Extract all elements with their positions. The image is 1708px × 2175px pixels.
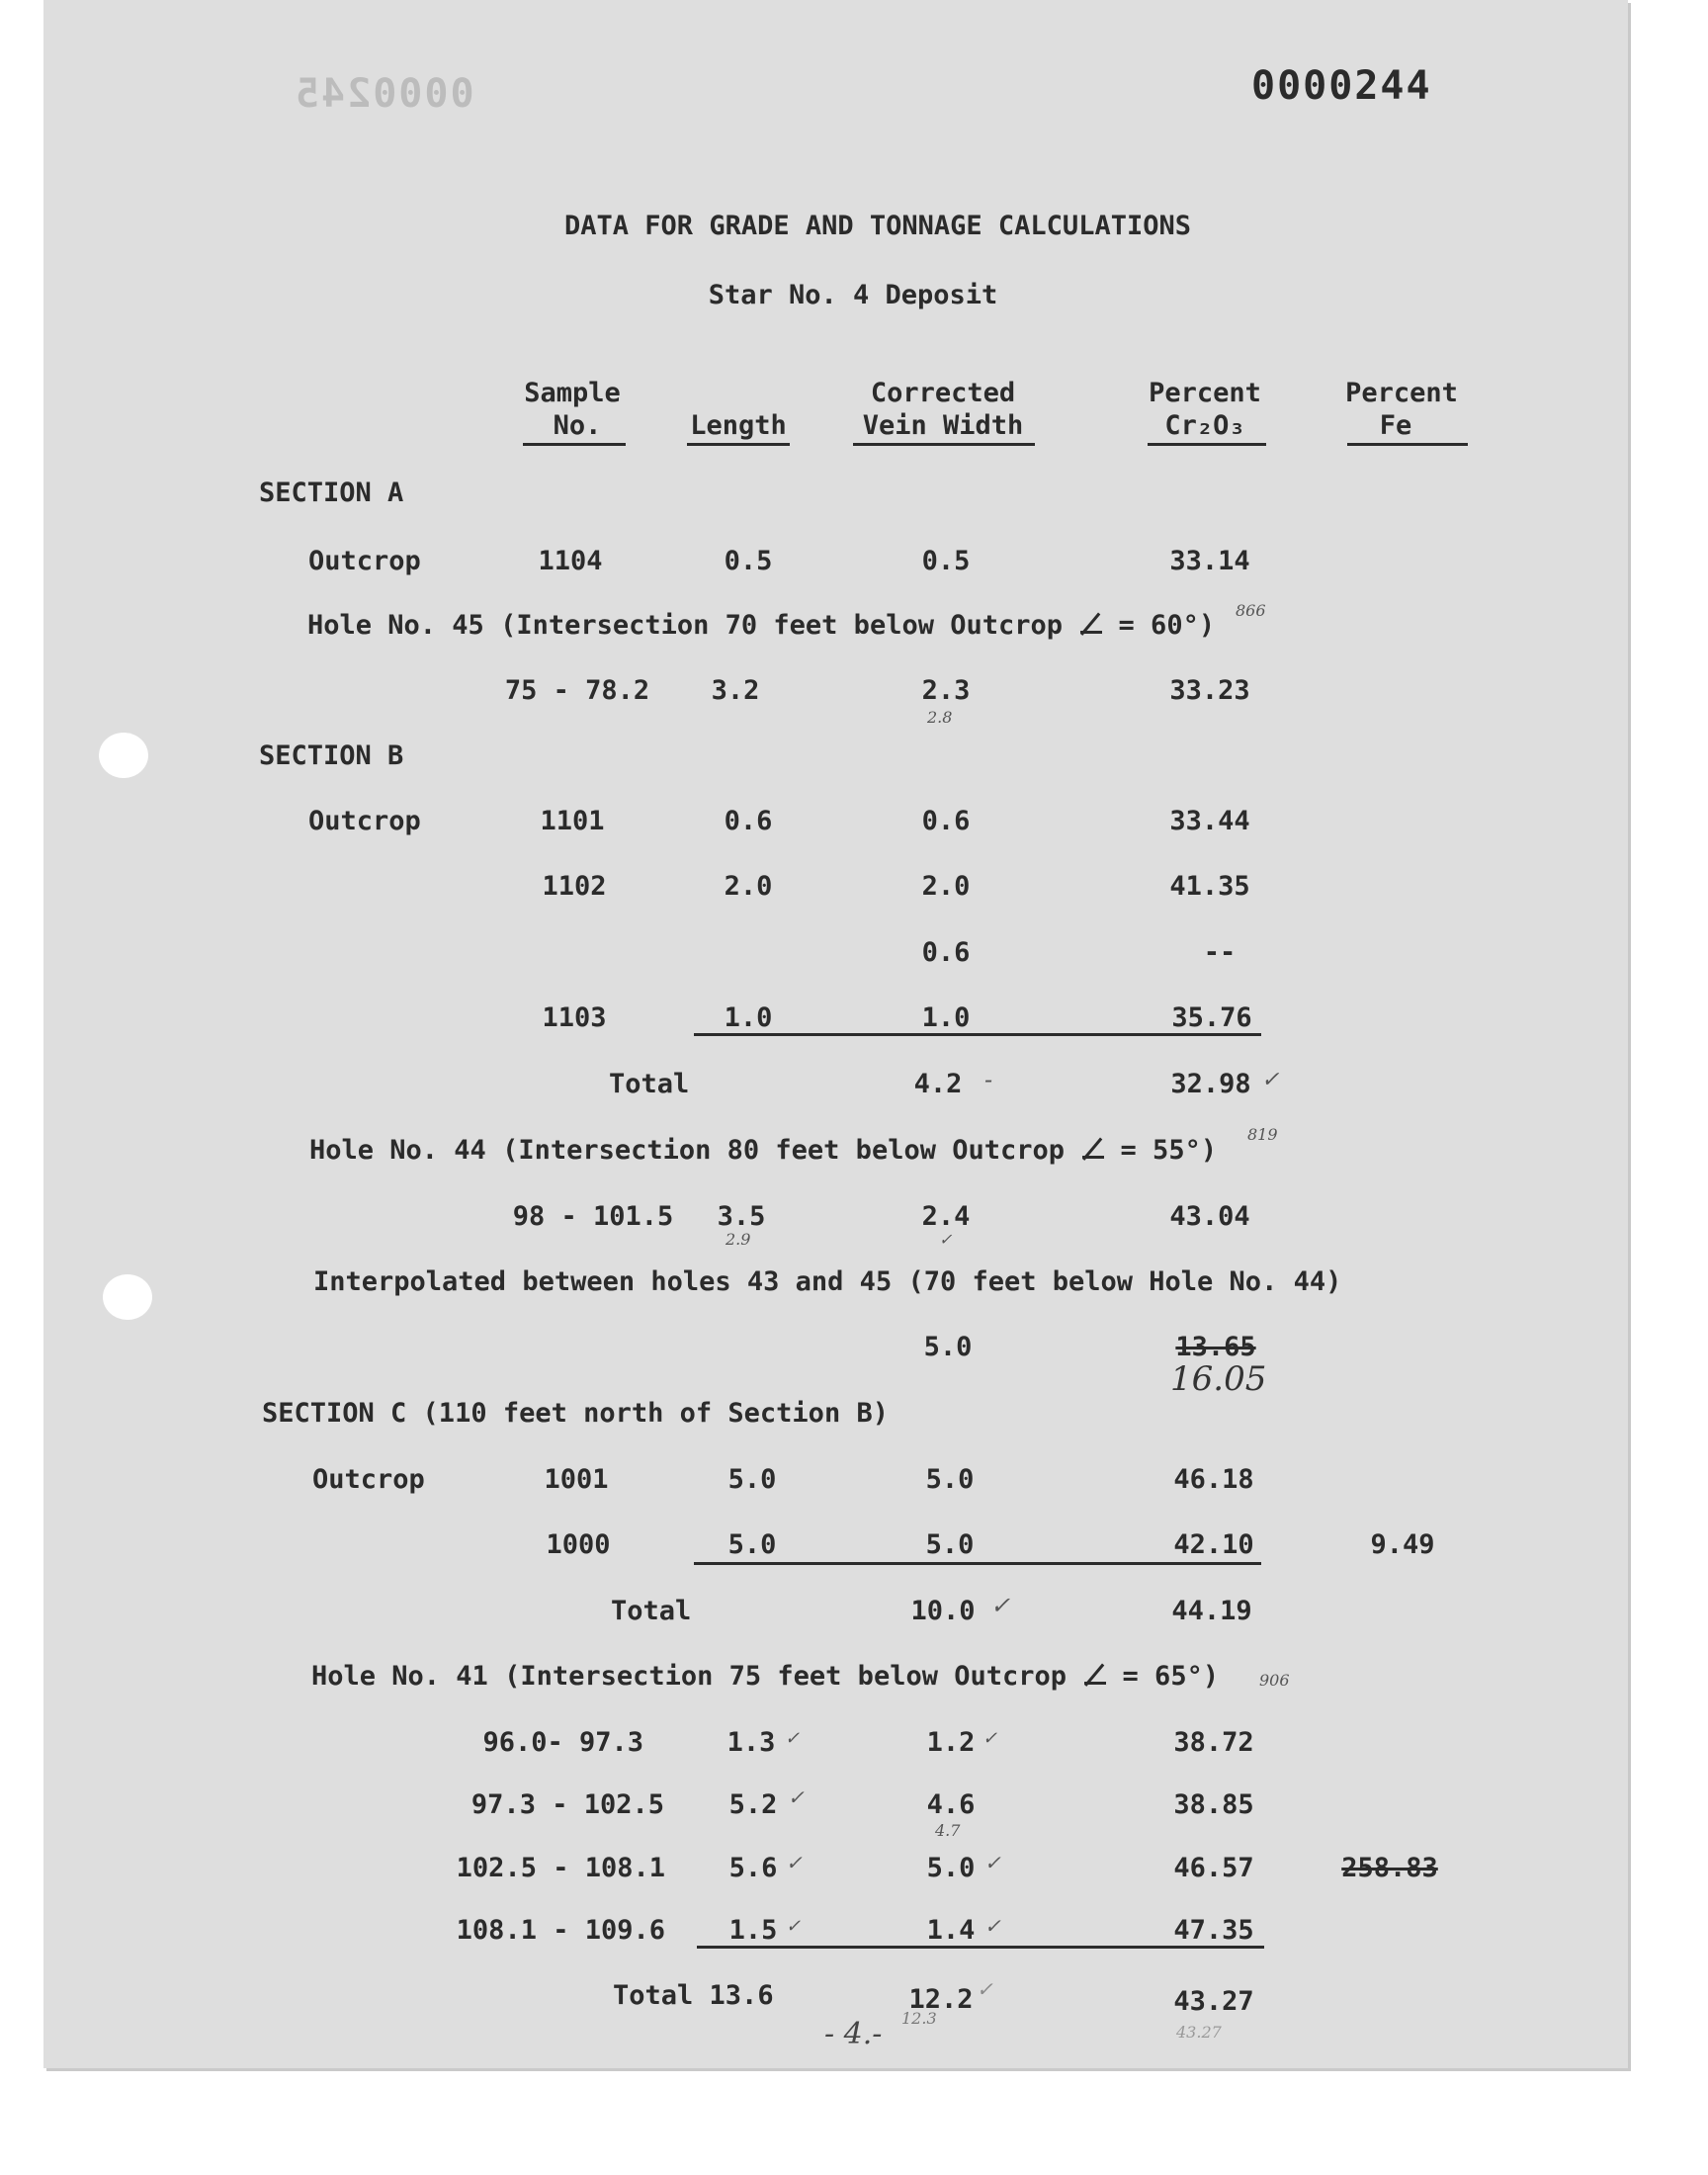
hole-45-heading (307, 609, 1215, 643)
cell-width: 5.0 (925, 1464, 975, 1495)
punch-hole (99, 733, 148, 778)
interpolation-note: Interpolated between holes 43 and 45 (70 feet below Hole No. 44) (313, 1266, 1342, 1297)
cell-sample: 1103 (542, 1002, 607, 1033)
cell-length: 0.5 (724, 546, 773, 576)
hole-44-note: 819 (1247, 1125, 1278, 1144)
struck-value: 258.83 (1341, 1853, 1438, 1883)
check-mark: ✓ (984, 1851, 1001, 1874)
total-label: Total (611, 1596, 692, 1626)
document-subtitle: Star No. 4 Deposit (708, 280, 998, 310)
outcrop-label: Outcrop (308, 546, 421, 576)
cell-cr: -- (1203, 937, 1237, 968)
hole-45-angle: = 60°) (1118, 610, 1216, 641)
hole-41-note: 906 (1259, 1671, 1290, 1690)
cell-width: 5.0 (923, 1332, 973, 1362)
hole-44-angle: = 55°) (1120, 1135, 1218, 1166)
check-mark: ✓ (785, 1728, 801, 1749)
hole-41-angle: = 65°) (1122, 1661, 1220, 1692)
document-number: 0000244 (1251, 63, 1432, 109)
cell-cr: 38.85 (1173, 1789, 1254, 1820)
check-mark: ✓ (786, 1916, 802, 1937)
cell-length: 5.0 (727, 1464, 777, 1495)
cell-cr: 46.18 (1173, 1464, 1254, 1495)
hole-41-total (613, 1979, 774, 2013)
section-b-label: SECTION B (259, 740, 404, 771)
hole-44-heading (309, 1134, 1217, 1168)
cell-width: 0.6 (921, 806, 971, 836)
cell-width: 5.0 (926, 1853, 976, 1883)
section-a-label: SECTION A (259, 478, 404, 508)
cell-sample: 96.0- 97.3 (482, 1727, 643, 1758)
header-underline (1347, 443, 1468, 446)
sum-rule (694, 1033, 1261, 1036)
cell-cr: 46.57 (1173, 1853, 1254, 1883)
tick-mark: - (984, 1066, 993, 1093)
total-cr: 44.19 (1171, 1596, 1252, 1626)
handwritten-note: 4.7 (935, 1821, 961, 1840)
cell-length: 3.2 (711, 675, 760, 706)
page-note: 12.3 (901, 2009, 937, 2028)
cell-sample: 1000 (546, 1529, 611, 1560)
header-underline (1148, 443, 1266, 446)
cell-length: 5.2 (728, 1789, 778, 1820)
check-mark: ✓ (977, 1977, 993, 2001)
outcrop-label: Outcrop (308, 806, 421, 836)
cell-cr: 42.10 (1173, 1529, 1254, 1560)
handwritten-correction: 16.05 (1170, 1359, 1267, 1399)
angle-icon (1078, 610, 1102, 636)
handwritten-note: 43.27 (1176, 2023, 1222, 2042)
cell-width: 1.2 (926, 1727, 976, 1758)
cell-width: 1.4 (926, 1915, 976, 1946)
hole-45-text: Hole No. 45 (Intersection 70 feet below Outcrop (307, 610, 1064, 641)
cell-sample: 97.3 - 102.5 (470, 1789, 664, 1820)
cell-sample: 98 - 101.5 (512, 1201, 674, 1232)
cell-sample: 75 - 78.2 (504, 675, 650, 706)
cell-sample: 102.5 - 108.1 (456, 1853, 665, 1883)
cell-width: 0.5 (921, 546, 971, 576)
angle-icon (1080, 1135, 1104, 1161)
check-mark: ✓ (984, 1914, 1001, 1938)
hole-44-text: Hole No. 44 (Intersection 80 feet below Outcrop (309, 1135, 1066, 1166)
struck-value: 13.65 (1175, 1332, 1256, 1362)
cell-length: 0.6 (724, 806, 773, 836)
sum-rule (697, 1946, 1264, 1949)
hole-45-note: 866 (1236, 601, 1266, 620)
cell-width: 0.6 (921, 937, 971, 968)
outcrop-label: Outcrop (312, 1464, 425, 1495)
total-label: Total (609, 1069, 690, 1099)
cell-cr: 38.72 (1173, 1727, 1254, 1758)
angle-icon (1082, 1661, 1106, 1687)
header-underline (523, 443, 626, 446)
cell-length: 1.5 (728, 1915, 778, 1946)
cell-width: 2.0 (921, 871, 971, 902)
cell-fe: 9.49 (1370, 1529, 1435, 1560)
cell-width: 5.0 (925, 1529, 975, 1560)
cell-width: 4.6 (926, 1789, 976, 1820)
header-percent-cr: Percent (1149, 378, 1261, 408)
header-underline (853, 443, 1035, 446)
cell-cr: 33.14 (1169, 546, 1250, 576)
cell-cr: 43.04 (1169, 1201, 1250, 1232)
document-title: DATA FOR GRADE AND TONNAGE CALCULATIONS (564, 211, 1191, 241)
check-mark: ✓ (788, 1785, 805, 1809)
cell-sample: 1001 (544, 1464, 609, 1495)
cell-sample: 1104 (538, 546, 603, 576)
cell-cr: 35.76 (1171, 1002, 1252, 1033)
cell-sample: 1102 (542, 871, 607, 902)
document-number-bleed: 0000245 (294, 71, 474, 117)
total-width: 4.2 (913, 1069, 963, 1099)
page-number: - 4.- (824, 2017, 883, 2051)
total-width: 12.2 (908, 1984, 974, 2015)
total-width: 10.0 (910, 1596, 976, 1626)
check-mark: ✓ (982, 1728, 998, 1749)
cell-length: 3.5 (717, 1201, 766, 1232)
total-length: 13.6 (709, 1980, 774, 2011)
cell-cr: 47.35 (1173, 1915, 1254, 1946)
cell-sample: 1101 (540, 806, 605, 836)
cell-cr: 33.23 (1169, 675, 1250, 706)
document-page (43, 0, 1628, 2068)
header-underline (687, 443, 790, 446)
cell-length: 2.0 (724, 871, 773, 902)
sum-rule (694, 1562, 1261, 1565)
cell-width: 2.3 (921, 675, 971, 706)
header-sample-no: No. (553, 410, 602, 441)
handwritten-note: 2.8 (927, 708, 953, 727)
header-percent-fe: Percent (1345, 378, 1458, 408)
cell-length: 1.3 (726, 1727, 776, 1758)
header-cr2o3: Cr₂O₃ (1164, 410, 1245, 441)
cell-length: 5.6 (728, 1853, 778, 1883)
hole-41-text: Hole No. 41 (Intersection 75 feet below Outcrop (311, 1661, 1068, 1692)
cell-width: 2.4 (921, 1201, 971, 1232)
cell-cr: 33.44 (1169, 806, 1250, 836)
cell-cr: 41.35 (1169, 871, 1250, 902)
header-vein-width: Vein Width (862, 410, 1024, 441)
total-cr: 43.27 (1173, 1986, 1254, 2017)
total-cr: 32.98 (1170, 1069, 1251, 1099)
cell-length: 1.0 (724, 1002, 773, 1033)
check-mark: ✓ (1261, 1068, 1280, 1092)
cell-sample: 108.1 - 109.6 (456, 1915, 665, 1946)
hole-41-heading (311, 1660, 1219, 1694)
cell-length: 5.0 (727, 1529, 777, 1560)
header-length: Length (690, 410, 787, 441)
check-mark: ✓ (939, 1230, 953, 1249)
header-fe: Fe (1379, 410, 1412, 441)
total-label: Total (613, 1980, 694, 2011)
handwritten-note: 2.9 (726, 1230, 751, 1249)
check-mark: ✓ (990, 1592, 1011, 1619)
check-mark: ✓ (786, 1851, 803, 1874)
header-sample: Sample (524, 378, 621, 408)
punch-hole (103, 1274, 152, 1320)
cell-width: 1.0 (921, 1002, 971, 1033)
section-c-label: SECTION C (110 feet north of Section B) (262, 1398, 889, 1429)
header-corrected: Corrected (870, 378, 1016, 408)
